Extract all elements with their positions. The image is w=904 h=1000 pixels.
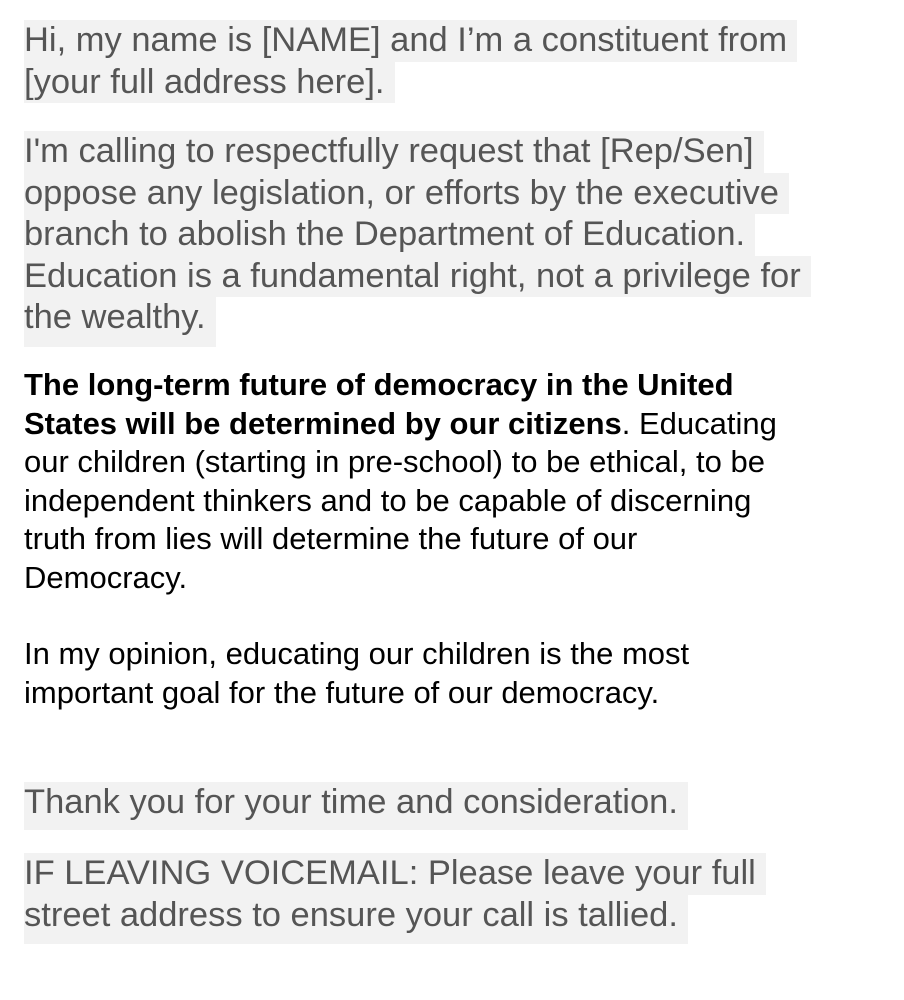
democracy-bold-line: The long-term future of democracy in the United [24, 367, 734, 402]
voicemail-line: IF LEAVING VOICEMAIL: Please leave your full [24, 853, 766, 895]
intro-line: Hi, my name is [NAME] and I’m a constituent from [24, 20, 797, 62]
democracy-after-bold: . Educating [621, 405, 777, 441]
request-line: branch to abolish the Department of Education. [24, 214, 755, 256]
opinion-line: In my opinion, educating our children is the most [24, 636, 690, 671]
democracy-paragraph [24, 366, 777, 597]
democracy-bold-text: States will be determined by our citizens [24, 405, 622, 441]
intro-paragraph [24, 20, 797, 103]
request-line: Education is a fundamental right, not a privilege for [24, 256, 811, 298]
request-line: I'm calling to respectfully request that [Rep/Sen] [24, 131, 764, 173]
opinion-paragraph [24, 635, 689, 712]
democracy-line: truth from lies will determine the future of our [24, 521, 638, 556]
thanks-paragraph [24, 782, 688, 830]
democracy-line: Democracy. [24, 559, 188, 595]
voicemail-paragraph [24, 853, 766, 944]
opinion-line: important goal for the future of our democracy. [24, 674, 660, 710]
thanks-line: Thank you for your time and consideration. [24, 782, 688, 830]
request-paragraph [24, 131, 811, 347]
democracy-mixed-line [24, 405, 777, 444]
intro-line: [your full address here]. [24, 62, 395, 104]
request-line: the wealthy. [24, 297, 216, 347]
democracy-line: our children (starting in pre-school) to be ethical, to be [24, 444, 765, 479]
democracy-line: independent thinkers and to be capable of discerning [24, 482, 752, 518]
voicemail-line: street address to ensure your call is tallied. [24, 895, 688, 945]
request-line: oppose any legislation, or efforts by the executive [24, 173, 789, 215]
